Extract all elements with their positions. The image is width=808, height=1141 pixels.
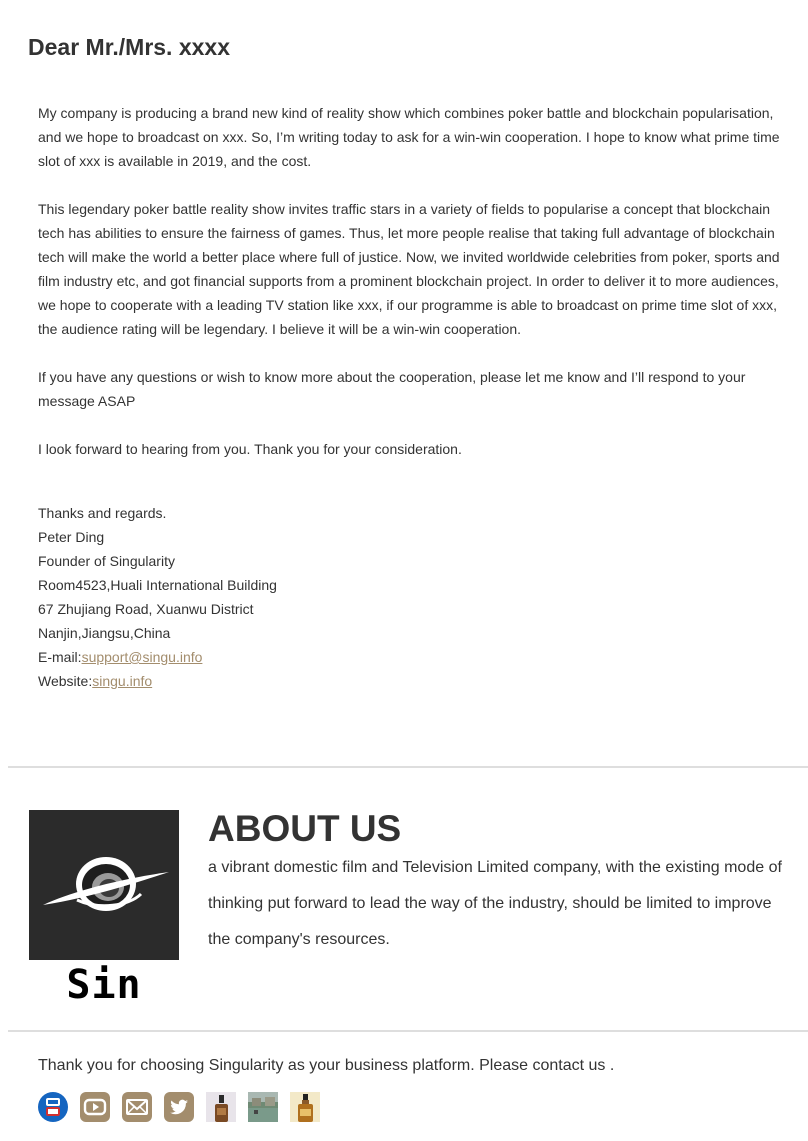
letter-paragraph: If you have any questions or wish to know more about the cooperation, please let me know and I’ll respond to your message ASAP [38, 369, 746, 409]
youtube-icon[interactable] [80, 1092, 110, 1124]
flood-photo-icon[interactable] [248, 1092, 278, 1124]
signature-address-line: Room4523,Huali International Building [38, 577, 277, 593]
logo-wordmark: Sin [66, 962, 142, 1008]
about-title: ABOUT US [208, 808, 402, 849]
signature-block [38, 501, 277, 693]
signature-closing: Thanks and regards. [38, 505, 167, 521]
website-link[interactable]: singu.info [92, 673, 153, 689]
about-description: a vibrant domestic film and Television Limited company, with the existing mode of thinking put forward to lead the way of the industry, should be limited to improve the company's resources. [208, 859, 782, 948]
signature-address-line: Nanjin,Jiangsu,China [38, 625, 171, 641]
greeting-heading: Dear Mr./Mrs. xxxx [28, 34, 231, 60]
twitter-icon[interactable] [164, 1092, 194, 1124]
signature-role: Founder of Singularity [38, 553, 175, 569]
letter-paragraph: This legendary poker battle reality show invites traffic stars in a variety of fields to popularise a concept that blockchain tech has abilities to ensure the fairness of games. Thus, let more people realise that taking full advantage of blockchain tech will make the world a better place where full of justice. Now, we invited worldwide celebrities from poker, sports and film industry etc, and got financial supports from a prominent blockchain project. In order to deliver it to more audiences, we hope to cooperate with a leading TV station like xxx, if our programme is able to broadcast on prime time slot of xxx, the audience rating will be legendary. I believe it will be a win-win cooperation. [38, 201, 780, 337]
email-label: E-mail: [38, 649, 82, 665]
email-icon[interactable] [122, 1092, 152, 1124]
bottle-photo-icon[interactable] [206, 1092, 236, 1124]
letter-paragraph: I look forward to hearing from you. Thank you for your consideration. [38, 441, 462, 457]
signature-name: Peter Ding [38, 529, 105, 545]
signature-email-row [38, 645, 277, 669]
social-icons [38, 1092, 320, 1124]
singularity-logo-icon [29, 810, 179, 960]
letter-body [38, 101, 783, 485]
section-divider [8, 1030, 808, 1032]
signature-address-line: 67 Zhujiang Road, Xuanwu District [38, 601, 254, 617]
email-link[interactable]: support@singu.info [81, 649, 203, 665]
bottle-photo-icon[interactable] [290, 1092, 320, 1124]
section-divider [8, 766, 808, 768]
footer-text: Thank you for choosing Singularity as your business platform. Please contact us . [38, 1057, 615, 1074]
website-label: Website: [38, 673, 93, 689]
signature-website-row [38, 669, 277, 693]
company-logo [29, 810, 179, 960]
letter-paragraph: My company is producing a brand new kind of reality show which combines poker battle and blockchain popularisation, and we hope to broadcast on xxx. So, I’m writing today to ask for a win-win cooperation. I hope to know what prime time slot of xxx is available in 2019, and the cost. [38, 105, 780, 169]
youtube-round-icon[interactable] [38, 1092, 68, 1124]
